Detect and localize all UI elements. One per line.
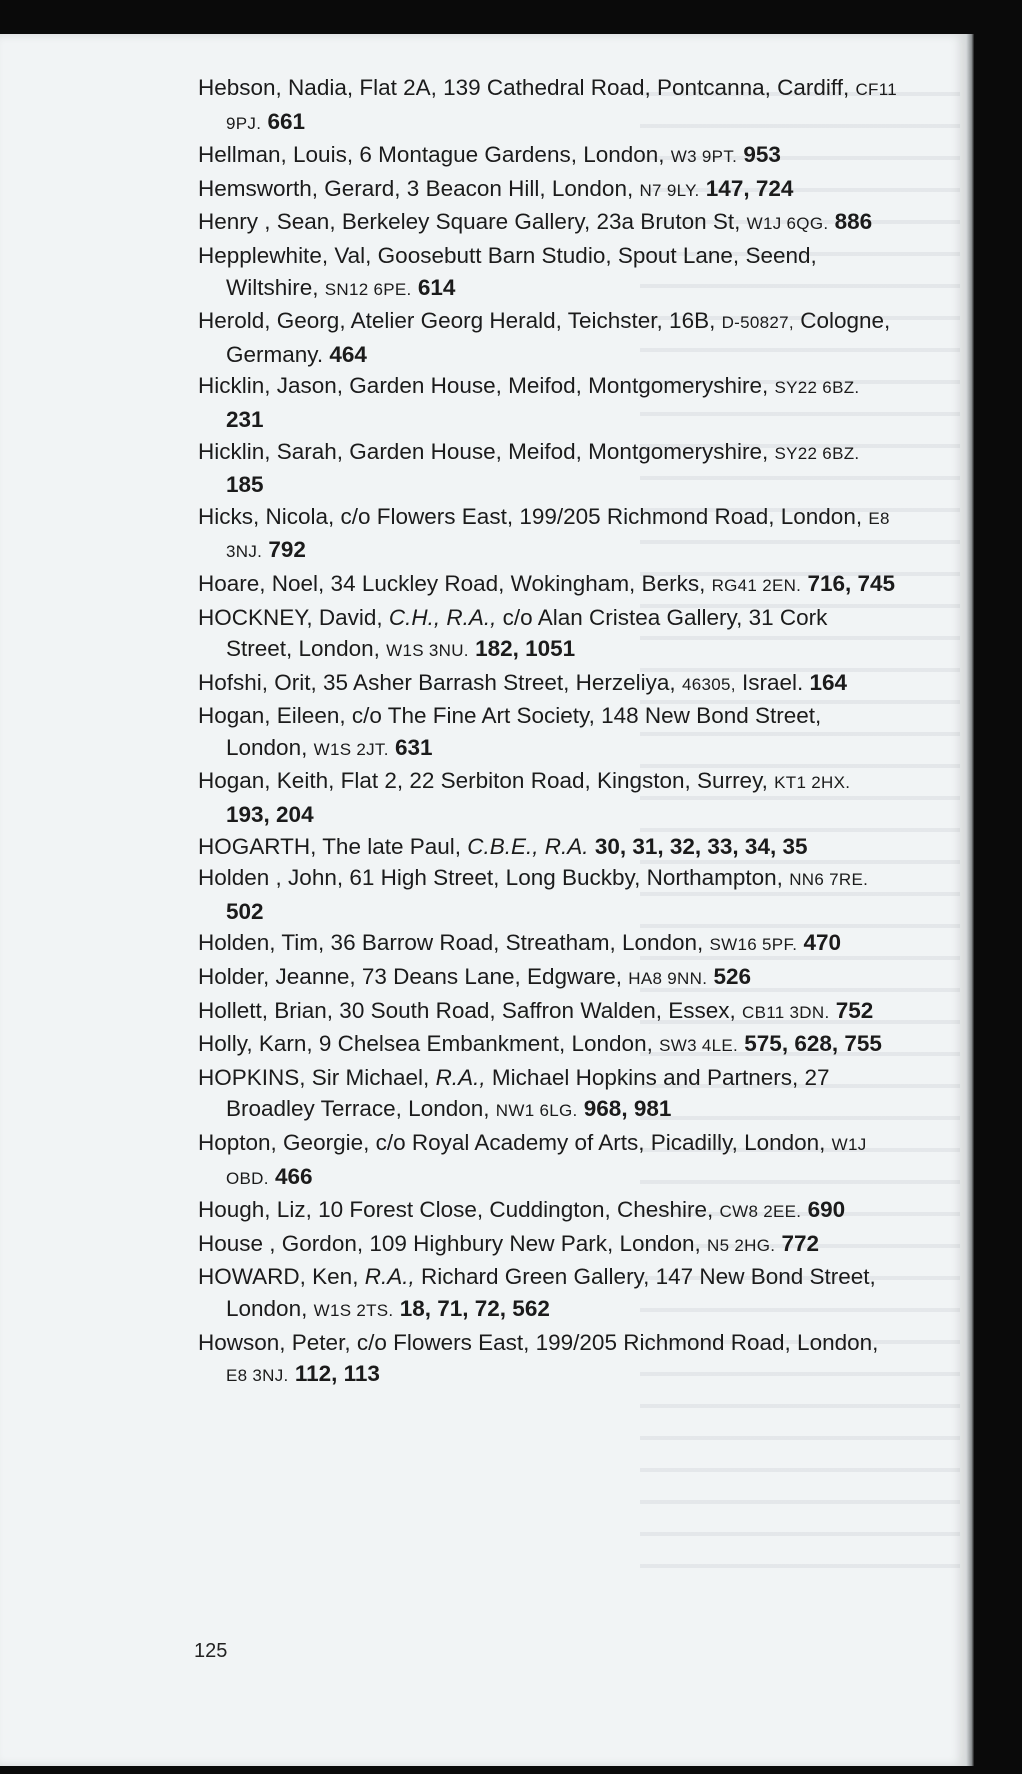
entry-text: HOPKINS, Sir Michael, bbox=[198, 1064, 436, 1090]
entry-postcode: NW1 6LG. bbox=[495, 1101, 578, 1121]
entry-text-cont: Richard Green Gallery, 147 New Bond Street, London, bbox=[226, 1264, 876, 1321]
index-entry bbox=[198, 700, 898, 765]
entry-postcode: E8 3NJ. bbox=[226, 1366, 289, 1386]
index-entry bbox=[198, 1062, 898, 1127]
entry-page-refs: 772 bbox=[775, 1230, 820, 1256]
entry-postcode: NN6 7RE. bbox=[789, 870, 869, 890]
entry-text: Hicklin, Sarah, Garden House, Meifod, Montgomeryshire, bbox=[198, 438, 775, 464]
entry-text: Hellman, Louis, 6 Montague Gardens, London, bbox=[198, 142, 671, 168]
entry-postcode: W3 9PT. bbox=[670, 147, 738, 167]
entry-page-refs: 502 bbox=[226, 898, 264, 924]
entry-page-refs: 752 bbox=[829, 997, 874, 1023]
entry-page-refs: 614 bbox=[411, 274, 456, 300]
entry-postcode: SY22 6BZ. bbox=[774, 378, 860, 398]
entry-postcode: RG41 2EN. bbox=[711, 575, 802, 595]
entry-text: Hough, Liz, 10 Forest Close, Cuddington, Cheshire, bbox=[198, 1197, 720, 1223]
entry-postcode: SW3 4LE. bbox=[659, 1036, 739, 1056]
entry-postcode: D-50827, bbox=[721, 313, 794, 333]
entry-text: Hopton, Georgie, c/o Royal Academy of Arts, Picadilly, London, bbox=[198, 1130, 832, 1155]
entry-postcode: 46305, bbox=[681, 674, 736, 694]
index-entry bbox=[198, 961, 898, 995]
index-entry bbox=[198, 72, 898, 139]
entry-postcode: SY22 6BZ. bbox=[774, 443, 860, 463]
index-entry bbox=[198, 240, 898, 305]
entry-page-refs: 968, 981 bbox=[577, 1096, 672, 1122]
entry-page-refs: 661 bbox=[261, 108, 306, 134]
index-entry bbox=[198, 995, 898, 1029]
entry-text: Howson, Peter, c/o Flowers East, 199/205 Richmond Road, London, bbox=[198, 1329, 879, 1355]
entry-title: C.H., R.A., bbox=[388, 604, 497, 630]
entry-text: Hogan, Keith, Flat 2, 22 Serbiton Road, Kingston, Surrey, bbox=[198, 768, 775, 794]
entry-text: Hogan, Eileen, c/o The Fine Art Society, 148 New Bond Street, London, bbox=[198, 703, 822, 760]
entry-page-refs: 185 bbox=[226, 472, 264, 498]
entry-postcode: N5 2HG. bbox=[707, 1235, 776, 1255]
entry-text: Hoare, Noel, 34 Luckley Road, Wokingham, Berks, bbox=[198, 570, 712, 596]
index-entry bbox=[198, 1194, 898, 1228]
index-entry bbox=[198, 831, 898, 863]
entry-postcode: W1S 3NU. bbox=[386, 641, 469, 661]
index-entry bbox=[198, 1127, 898, 1194]
entry-page-refs: 470 bbox=[797, 930, 842, 956]
entry-text-after: Cologne, Germany. bbox=[226, 308, 891, 367]
index-entry bbox=[198, 206, 898, 240]
index-entry bbox=[198, 1327, 898, 1392]
index-entry bbox=[198, 305, 898, 370]
entry-postcode: SN12 6PE. bbox=[324, 279, 412, 299]
entry-page-refs: 690 bbox=[801, 1197, 846, 1223]
entry-postcode: W1S 2TS. bbox=[313, 1300, 394, 1320]
index-entry bbox=[198, 173, 898, 207]
entry-page-refs: 526 bbox=[707, 964, 752, 990]
index-entry bbox=[198, 568, 898, 602]
entry-postcode: N7 9LY. bbox=[639, 180, 700, 200]
index-entry bbox=[198, 1028, 898, 1062]
entry-postcode: CW8 2EE. bbox=[719, 1202, 802, 1222]
page-number: 125 bbox=[194, 1640, 228, 1662]
entry-text: HOWARD, Ken, bbox=[198, 1264, 365, 1290]
index-entry bbox=[198, 927, 898, 961]
entry-page-refs: 886 bbox=[828, 209, 873, 235]
entry-text-cont: Michael Hopkins and Partners, 27 Broadley Terrace, London, bbox=[226, 1064, 830, 1122]
index-entry bbox=[198, 1261, 898, 1326]
entry-page-refs: 631 bbox=[388, 734, 433, 760]
entry-page-refs: 953 bbox=[737, 142, 781, 168]
entry-page-refs: 147, 724 bbox=[699, 175, 794, 201]
index-entry bbox=[198, 370, 898, 435]
entry-text: Holly, Karn, 9 Chelsea Embankment, London, bbox=[198, 1031, 660, 1057]
index-entry bbox=[198, 501, 898, 568]
index-entry bbox=[198, 765, 898, 830]
entry-title: R.A., bbox=[435, 1064, 486, 1090]
entry-page-refs: 193, 204 bbox=[226, 802, 314, 828]
entry-text: Hemsworth, Gerard, 3 Beacon Hill, London, bbox=[198, 175, 640, 201]
entry-text: House , Gordon, 109 Highbury New Park, London, bbox=[198, 1230, 708, 1256]
entry-page-refs: 466 bbox=[268, 1163, 313, 1189]
entry-postcode: E8 3NJ. bbox=[226, 508, 890, 562]
entry-text: Holden , John, 61 High Street, Long Buckby, Northampton, bbox=[198, 865, 790, 891]
entry-page-refs: 182, 1051 bbox=[468, 636, 576, 662]
entry-text: Hicklin, Jason, Garden House, Meifod, Montgomeryshire, bbox=[198, 373, 775, 399]
entry-title: C.B.E., R.A. bbox=[467, 833, 589, 859]
entry-page-refs: 575, 628, 755 bbox=[738, 1031, 882, 1057]
entry-page-refs: 112, 113 bbox=[288, 1361, 380, 1387]
index-entry bbox=[198, 602, 898, 667]
entry-postcode: CF11 9PJ. bbox=[226, 80, 897, 133]
entry-text-after: Israel. bbox=[735, 669, 804, 695]
entry-title: R.A., bbox=[364, 1264, 415, 1290]
index-entry bbox=[198, 862, 898, 927]
entry-text: Holden, Tim, 36 Barrow Road, Streatham, London, bbox=[198, 930, 710, 956]
entry-text: HOCKNEY, David, bbox=[198, 604, 389, 630]
index-entry bbox=[198, 436, 898, 501]
entry-text: Hebson, Nadia, Flat 2A, 139 Cathedral Road, Pontcanna, Cardiff, bbox=[198, 75, 856, 100]
entry-postcode: W1J 6QG. bbox=[746, 214, 829, 234]
entry-text: Holder, Jeanne, 73 Deans Lane, Edgware, bbox=[198, 964, 629, 990]
entry-text: HOGARTH, The late Paul, bbox=[198, 833, 468, 859]
entry-text: Hollett, Brian, 30 South Road, Saffron Walden, Essex, bbox=[198, 997, 743, 1023]
entry-postcode: SW16 5PF. bbox=[709, 935, 798, 955]
index-entry bbox=[198, 139, 898, 173]
entry-text: Hepplewhite, Val, Goosebutt Barn Studio, Spout Lane, Seend, Wiltshire, bbox=[198, 242, 817, 300]
entry-postcode: CB11 3DN. bbox=[742, 1002, 830, 1022]
index-entry bbox=[198, 1228, 898, 1262]
entry-page-refs: 464 bbox=[323, 341, 367, 367]
entry-page-refs: 792 bbox=[262, 537, 306, 563]
entry-page-refs: 231 bbox=[226, 406, 264, 432]
entry-page-refs: 164 bbox=[803, 669, 848, 695]
entry-text: Hofshi, Orit, 35 Asher Barrash Street, Herzeliya, bbox=[198, 669, 682, 695]
entry-page-refs: 30, 31, 32, 33, 34, 35 bbox=[588, 833, 808, 859]
entry-postcode: W1J OBD. bbox=[226, 1135, 867, 1188]
entry-postcode: W1S 2JT. bbox=[313, 739, 389, 759]
entry-postcode: HA8 9NN. bbox=[628, 969, 708, 989]
entry-page-refs: 18, 71, 72, 562 bbox=[393, 1295, 550, 1321]
index-entry-list bbox=[198, 72, 898, 1392]
entry-text: Herold, Georg, Atelier Georg Herald, Teichster, 16B, bbox=[198, 308, 722, 334]
entry-text: Hicks, Nicola, c/o Flowers East, 199/205 Richmond Road, London, bbox=[198, 503, 869, 529]
entry-text-cont: c/o Alan Cristea Gallery, 31 Cork Street, London, bbox=[226, 604, 828, 662]
index-entry bbox=[198, 667, 898, 701]
page-edge bbox=[966, 34, 974, 1766]
entry-postcode: KT1 2HX. bbox=[774, 773, 851, 793]
entry-page-refs: 716, 745 bbox=[801, 570, 896, 596]
entry-text: Henry , Sean, Berkeley Square Gallery, 23a Bruton St, bbox=[198, 209, 747, 235]
